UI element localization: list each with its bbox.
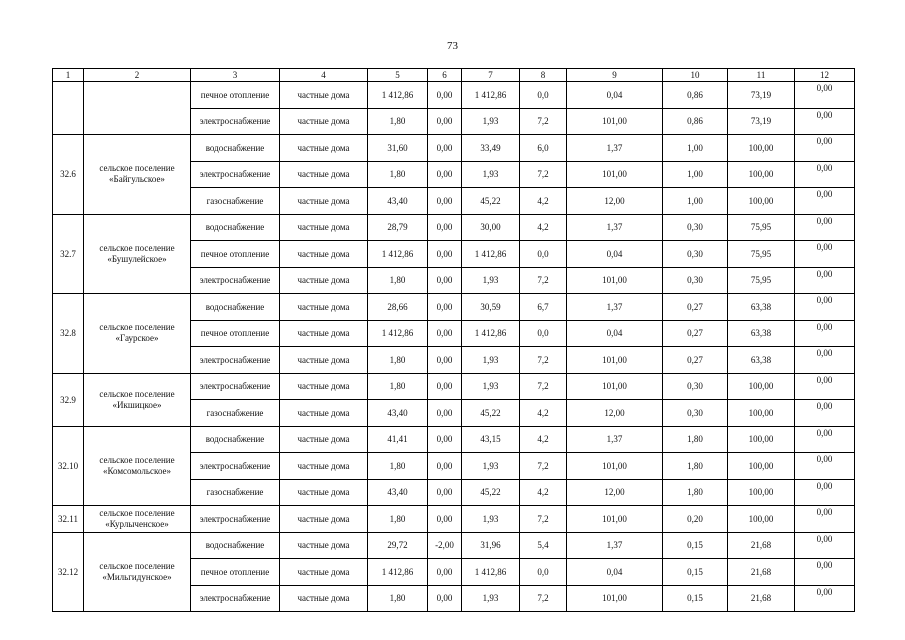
value-cell: 1,37 bbox=[567, 532, 663, 559]
value-cell: 0,00 bbox=[795, 214, 855, 241]
housing-type-cell: частные дома bbox=[280, 373, 368, 400]
settlement-name-cell: сельское поселение «Мильгидунское» bbox=[84, 532, 191, 612]
value-cell: 1 412,86 bbox=[368, 559, 428, 586]
value-cell: 0,00 bbox=[795, 585, 855, 612]
settlement-name-cell: сельское поселение «Бушулейское» bbox=[84, 214, 191, 294]
value-cell: 0,15 bbox=[663, 585, 728, 612]
value-cell: 0,00 bbox=[795, 453, 855, 480]
housing-type-cell: частные дома bbox=[280, 188, 368, 215]
utility-type-cell: электроснабжение bbox=[191, 506, 280, 533]
row-number-cell: 32.10 bbox=[53, 426, 84, 506]
housing-type-cell: частные дома bbox=[280, 294, 368, 321]
value-cell: 1,93 bbox=[462, 267, 520, 294]
value-cell: 1 412,86 bbox=[462, 559, 520, 586]
value-cell: 0,27 bbox=[663, 347, 728, 374]
row-number-cell: 32.7 bbox=[53, 214, 84, 294]
value-cell: -2,00 bbox=[428, 532, 462, 559]
value-cell: 0,00 bbox=[795, 506, 855, 533]
value-cell: 0,00 bbox=[428, 214, 462, 241]
value-cell: 0,00 bbox=[428, 135, 462, 162]
housing-type-cell: частные дома bbox=[280, 82, 368, 109]
value-cell: 0,30 bbox=[663, 400, 728, 427]
settlement-name-cell: сельское поселение «Икшицкое» bbox=[84, 373, 191, 426]
value-cell: 0,00 bbox=[428, 161, 462, 188]
column-number-header: 3 bbox=[191, 69, 280, 82]
value-cell: 29,72 bbox=[368, 532, 428, 559]
value-cell: 0,00 bbox=[795, 108, 855, 135]
utility-type-cell: газоснабжение bbox=[191, 400, 280, 427]
housing-type-cell: частные дома bbox=[280, 506, 368, 533]
value-cell: 1,80 bbox=[368, 108, 428, 135]
value-cell: 1,37 bbox=[567, 426, 663, 453]
value-cell: 1 412,86 bbox=[462, 241, 520, 268]
value-cell: 0,00 bbox=[795, 188, 855, 215]
housing-type-cell: частные дома bbox=[280, 400, 368, 427]
utility-type-cell: водоснабжение bbox=[191, 294, 280, 321]
value-cell: 0,00 bbox=[428, 400, 462, 427]
value-cell: 100,00 bbox=[728, 479, 795, 506]
page-number: 73 bbox=[447, 40, 458, 52]
value-cell: 0,00 bbox=[428, 585, 462, 612]
value-cell: 0,04 bbox=[567, 241, 663, 268]
settlement-name-cell: сельское поселение «Комсомольское» bbox=[84, 426, 191, 506]
value-cell: 45,22 bbox=[462, 400, 520, 427]
utility-type-cell: электроснабжение bbox=[191, 373, 280, 400]
column-number-header: 1 bbox=[53, 69, 84, 82]
value-cell: 0,00 bbox=[795, 479, 855, 506]
value-cell: 1 412,86 bbox=[462, 82, 520, 109]
row-number-cell: 32.12 bbox=[53, 532, 84, 612]
value-cell: 0,30 bbox=[663, 267, 728, 294]
utility-type-cell: печное отопление bbox=[191, 241, 280, 268]
value-cell: 0,04 bbox=[567, 559, 663, 586]
row-number-cell: 32.11 bbox=[53, 506, 84, 533]
value-cell: 1,93 bbox=[462, 585, 520, 612]
value-cell: 6,0 bbox=[520, 135, 567, 162]
value-cell: 0,00 bbox=[428, 188, 462, 215]
utility-type-cell: электроснабжение bbox=[191, 108, 280, 135]
value-cell: 6,7 bbox=[520, 294, 567, 321]
value-cell: 0,00 bbox=[428, 506, 462, 533]
housing-type-cell: частные дома bbox=[280, 347, 368, 374]
value-cell: 0,00 bbox=[428, 267, 462, 294]
value-cell: 75,95 bbox=[728, 214, 795, 241]
row-number-cell: 32.9 bbox=[53, 373, 84, 426]
value-cell: 0,00 bbox=[795, 82, 855, 109]
value-cell: 4,2 bbox=[520, 188, 567, 215]
value-cell: 5,4 bbox=[520, 532, 567, 559]
value-cell: 0,00 bbox=[428, 479, 462, 506]
value-cell: 33,49 bbox=[462, 135, 520, 162]
value-cell: 0,00 bbox=[428, 453, 462, 480]
value-cell: 1,93 bbox=[462, 373, 520, 400]
value-cell: 21,68 bbox=[728, 532, 795, 559]
value-cell: 1 412,86 bbox=[462, 320, 520, 347]
utility-type-cell: печное отопление bbox=[191, 82, 280, 109]
value-cell: 7,2 bbox=[520, 506, 567, 533]
housing-type-cell: частные дома bbox=[280, 135, 368, 162]
value-cell: 0,00 bbox=[428, 373, 462, 400]
column-number-header: 10 bbox=[663, 69, 728, 82]
value-cell: 101,00 bbox=[567, 161, 663, 188]
value-cell: 101,00 bbox=[567, 108, 663, 135]
value-cell: 1,93 bbox=[462, 453, 520, 480]
value-cell: 7,2 bbox=[520, 347, 567, 374]
value-cell: 1,80 bbox=[368, 267, 428, 294]
value-cell: 0,00 bbox=[795, 373, 855, 400]
value-cell: 100,00 bbox=[728, 373, 795, 400]
value-cell: 4,2 bbox=[520, 400, 567, 427]
value-cell: 101,00 bbox=[567, 506, 663, 533]
value-cell: 28,79 bbox=[368, 214, 428, 241]
value-cell: 0,00 bbox=[795, 426, 855, 453]
table-row bbox=[53, 294, 855, 321]
row-number-cell bbox=[53, 82, 84, 135]
settlement-name-cell: сельское поселение «Байгульское» bbox=[84, 135, 191, 215]
value-cell: 0,00 bbox=[428, 559, 462, 586]
value-cell: 1,93 bbox=[462, 161, 520, 188]
utility-type-cell: печное отопление bbox=[191, 320, 280, 347]
value-cell: 7,2 bbox=[520, 108, 567, 135]
value-cell: 43,40 bbox=[368, 400, 428, 427]
utility-type-cell: электроснабжение bbox=[191, 453, 280, 480]
column-number-header: 6 bbox=[428, 69, 462, 82]
value-cell: 1,37 bbox=[567, 135, 663, 162]
table-row bbox=[53, 82, 855, 109]
value-cell: 0,00 bbox=[795, 294, 855, 321]
housing-type-cell: частные дома bbox=[280, 161, 368, 188]
value-cell: 0,00 bbox=[795, 559, 855, 586]
value-cell: 0,0 bbox=[520, 241, 567, 268]
housing-type-cell: частные дома bbox=[280, 214, 368, 241]
value-cell: 101,00 bbox=[567, 373, 663, 400]
value-cell: 0,00 bbox=[795, 400, 855, 427]
value-cell: 0,00 bbox=[795, 347, 855, 374]
settlement-name-cell: сельское поселение «Курлыченское» bbox=[84, 506, 191, 533]
value-cell: 4,2 bbox=[520, 479, 567, 506]
value-cell: 1,93 bbox=[462, 347, 520, 374]
value-cell: 1,80 bbox=[368, 453, 428, 480]
table-row bbox=[53, 373, 855, 400]
value-cell: 75,95 bbox=[728, 267, 795, 294]
value-cell: 4,2 bbox=[520, 214, 567, 241]
value-cell: 0,0 bbox=[520, 559, 567, 586]
value-cell: 0,00 bbox=[428, 82, 462, 109]
table-row bbox=[53, 426, 855, 453]
settlement-name-cell bbox=[84, 82, 191, 135]
value-cell: 31,96 bbox=[462, 532, 520, 559]
value-cell: 0,00 bbox=[428, 320, 462, 347]
housing-type-cell: частные дома bbox=[280, 267, 368, 294]
value-cell: 101,00 bbox=[567, 347, 663, 374]
value-cell: 21,68 bbox=[728, 559, 795, 586]
table-row bbox=[53, 214, 855, 241]
utility-type-cell: электроснабжение bbox=[191, 267, 280, 294]
value-cell: 100,00 bbox=[728, 188, 795, 215]
header-row bbox=[53, 69, 855, 82]
value-cell: 0,27 bbox=[663, 294, 728, 321]
utility-type-cell: электроснабжение bbox=[191, 347, 280, 374]
value-cell: 63,38 bbox=[728, 347, 795, 374]
housing-type-cell: частные дома bbox=[280, 241, 368, 268]
value-cell: 73,19 bbox=[728, 108, 795, 135]
housing-type-cell: частные дома bbox=[280, 479, 368, 506]
value-cell: 28,66 bbox=[368, 294, 428, 321]
value-cell: 1,80 bbox=[368, 506, 428, 533]
value-cell: 1 412,86 bbox=[368, 320, 428, 347]
value-cell: 43,15 bbox=[462, 426, 520, 453]
value-cell: 0,00 bbox=[795, 161, 855, 188]
value-cell: 100,00 bbox=[728, 161, 795, 188]
value-cell: 43,40 bbox=[368, 479, 428, 506]
housing-type-cell: частные дома bbox=[280, 585, 368, 612]
value-cell: 7,2 bbox=[520, 267, 567, 294]
column-number-header: 8 bbox=[520, 69, 567, 82]
value-cell: 0,27 bbox=[663, 320, 728, 347]
value-cell: 1,80 bbox=[368, 347, 428, 374]
value-cell: 4,2 bbox=[520, 426, 567, 453]
utility-type-cell: водоснабжение bbox=[191, 532, 280, 559]
value-cell: 63,38 bbox=[728, 320, 795, 347]
value-cell: 0,0 bbox=[520, 82, 567, 109]
utility-type-cell: печное отопление bbox=[191, 559, 280, 586]
value-cell: 7,2 bbox=[520, 585, 567, 612]
value-cell: 0,86 bbox=[663, 108, 728, 135]
column-number-header: 4 bbox=[280, 69, 368, 82]
value-cell: 0,00 bbox=[795, 267, 855, 294]
value-cell: 1,80 bbox=[368, 585, 428, 612]
column-number-header: 12 bbox=[795, 69, 855, 82]
utility-type-cell: водоснабжение bbox=[191, 214, 280, 241]
row-number-cell: 32.8 bbox=[53, 294, 84, 374]
value-cell: 63,38 bbox=[728, 294, 795, 321]
housing-type-cell: частные дома bbox=[280, 532, 368, 559]
value-cell: 0,00 bbox=[428, 108, 462, 135]
value-cell: 0,00 bbox=[428, 241, 462, 268]
tariff-table bbox=[52, 68, 855, 612]
value-cell: 100,00 bbox=[728, 506, 795, 533]
value-cell: 1,93 bbox=[462, 108, 520, 135]
table-row bbox=[53, 506, 855, 533]
table-row bbox=[53, 532, 855, 559]
value-cell: 1,80 bbox=[663, 453, 728, 480]
value-cell: 1,80 bbox=[663, 426, 728, 453]
utility-type-cell: электроснабжение bbox=[191, 585, 280, 612]
value-cell: 100,00 bbox=[728, 135, 795, 162]
value-cell: 30,59 bbox=[462, 294, 520, 321]
value-cell: 1,37 bbox=[567, 294, 663, 321]
utility-type-cell: газоснабжение bbox=[191, 479, 280, 506]
row-number-cell: 32.6 bbox=[53, 135, 84, 215]
column-number-header: 9 bbox=[567, 69, 663, 82]
value-cell: 1,80 bbox=[663, 479, 728, 506]
value-cell: 101,00 bbox=[567, 453, 663, 480]
value-cell: 75,95 bbox=[728, 241, 795, 268]
utility-type-cell: водоснабжение bbox=[191, 135, 280, 162]
value-cell: 0,30 bbox=[663, 214, 728, 241]
value-cell: 31,60 bbox=[368, 135, 428, 162]
value-cell: 100,00 bbox=[728, 426, 795, 453]
table-row bbox=[53, 135, 855, 162]
value-cell: 0,30 bbox=[663, 373, 728, 400]
settlement-name-cell: сельское поселение «Гаурское» bbox=[84, 294, 191, 374]
value-cell: 1 412,86 bbox=[368, 82, 428, 109]
value-cell: 0,00 bbox=[795, 241, 855, 268]
value-cell: 73,19 bbox=[728, 82, 795, 109]
value-cell: 101,00 bbox=[567, 267, 663, 294]
value-cell: 21,68 bbox=[728, 585, 795, 612]
value-cell: 0,04 bbox=[567, 320, 663, 347]
value-cell: 101,00 bbox=[567, 585, 663, 612]
value-cell: 1,80 bbox=[368, 373, 428, 400]
column-number-header: 2 bbox=[84, 69, 191, 82]
housing-type-cell: частные дома bbox=[280, 559, 368, 586]
value-cell: 0,20 bbox=[663, 506, 728, 533]
value-cell: 1,80 bbox=[368, 161, 428, 188]
column-number-header: 5 bbox=[368, 69, 428, 82]
value-cell: 100,00 bbox=[728, 400, 795, 427]
value-cell: 100,00 bbox=[728, 453, 795, 480]
value-cell: 1,00 bbox=[663, 135, 728, 162]
value-cell: 45,22 bbox=[462, 188, 520, 215]
value-cell: 1,37 bbox=[567, 214, 663, 241]
value-cell: 0,00 bbox=[795, 135, 855, 162]
value-cell: 0,86 bbox=[663, 82, 728, 109]
housing-type-cell: частные дома bbox=[280, 453, 368, 480]
value-cell: 1,00 bbox=[663, 161, 728, 188]
housing-type-cell: частные дома bbox=[280, 320, 368, 347]
value-cell: 12,00 bbox=[567, 188, 663, 215]
value-cell: 0,15 bbox=[663, 532, 728, 559]
value-cell: 7,2 bbox=[520, 161, 567, 188]
value-cell: 45,22 bbox=[462, 479, 520, 506]
value-cell: 0,00 bbox=[428, 294, 462, 321]
housing-type-cell: частные дома bbox=[280, 426, 368, 453]
housing-type-cell: частные дома bbox=[280, 108, 368, 135]
utility-type-cell: водоснабжение bbox=[191, 426, 280, 453]
value-cell: 1,93 bbox=[462, 506, 520, 533]
value-cell: 43,40 bbox=[368, 188, 428, 215]
value-cell: 7,2 bbox=[520, 453, 567, 480]
utility-type-cell: электроснабжение bbox=[191, 161, 280, 188]
value-cell: 1,00 bbox=[663, 188, 728, 215]
value-cell: 12,00 bbox=[567, 479, 663, 506]
column-number-header: 7 bbox=[462, 69, 520, 82]
value-cell: 41,41 bbox=[368, 426, 428, 453]
value-cell: 12,00 bbox=[567, 400, 663, 427]
value-cell: 0,04 bbox=[567, 82, 663, 109]
value-cell: 0,15 bbox=[663, 559, 728, 586]
value-cell: 0,30 bbox=[663, 241, 728, 268]
value-cell: 30,00 bbox=[462, 214, 520, 241]
value-cell: 1 412,86 bbox=[368, 241, 428, 268]
value-cell: 0,00 bbox=[795, 532, 855, 559]
column-number-header: 11 bbox=[728, 69, 795, 82]
value-cell: 7,2 bbox=[520, 373, 567, 400]
value-cell: 0,00 bbox=[795, 320, 855, 347]
value-cell: 0,00 bbox=[428, 347, 462, 374]
value-cell: 0,00 bbox=[428, 426, 462, 453]
utility-type-cell: газоснабжение bbox=[191, 188, 280, 215]
value-cell: 0,0 bbox=[520, 320, 567, 347]
